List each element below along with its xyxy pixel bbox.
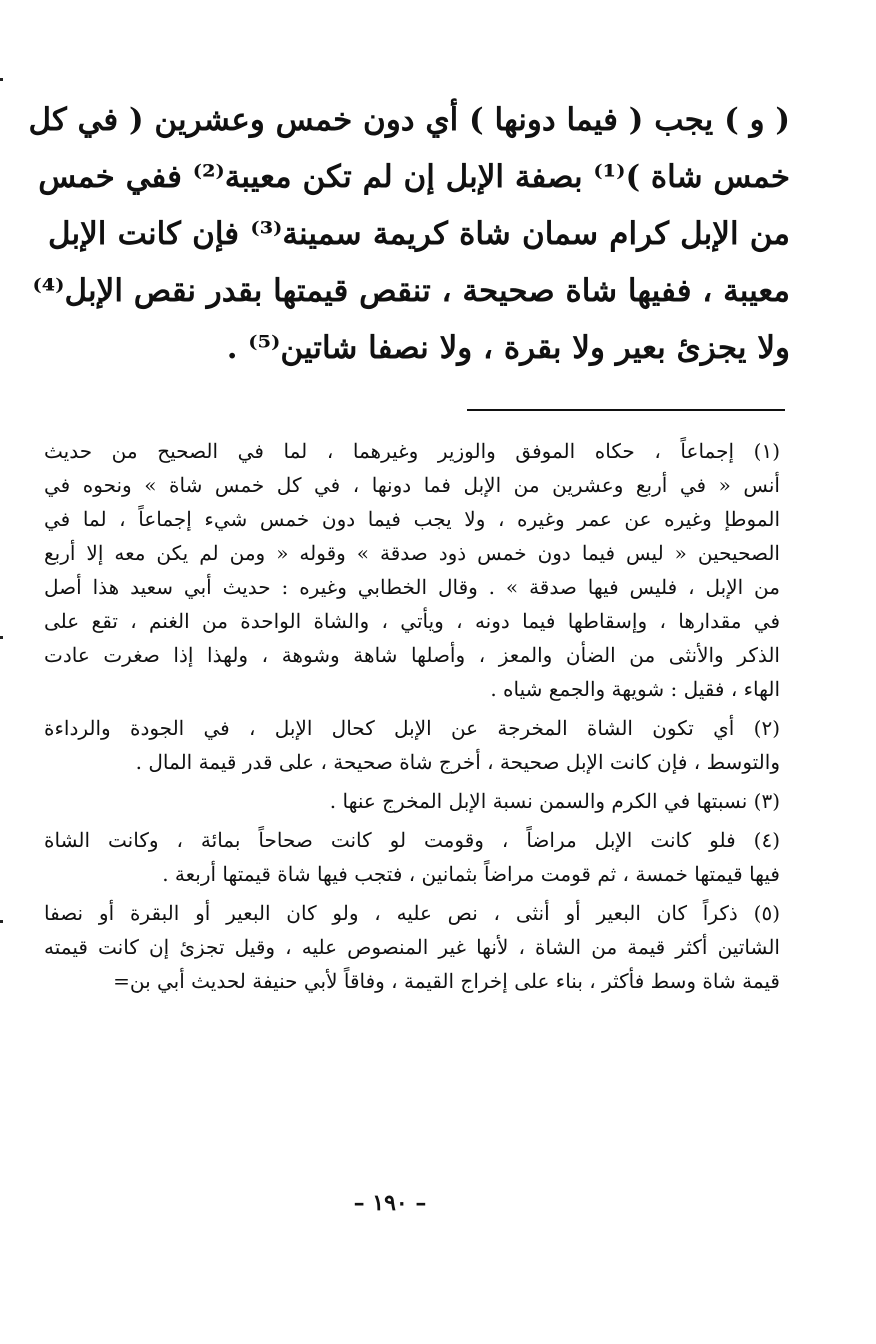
footnote-line: (١) إجماعاً ، حكاه الموفق والوزير وغيرهما ، لما في الصحيح من حديث	[44, 439, 780, 463]
footnote-line: فيها قيمتها خمسة ، ثم قومت مراضاً بثمانين ، فتجب فيها شاة قيمتها أربعة .	[162, 862, 780, 886]
footnote-5	[44, 896, 780, 998]
footnote-1	[44, 434, 780, 706]
main-text-line: ( و ) يجب ( فيما دونها ) أي دون خمس وعشرين ( في كل	[28, 102, 790, 138]
main-text-line: معيبة ، ففيها شاة صحيحة ، تنقص قيمتها بقدر نقص الإبل⁽⁴⁾	[32, 273, 790, 309]
footnote-line: (٥) ذكراً كان البعير أو أنثى ، نص عليه ، ولو كان البعير أو البقرة أو نصفا	[44, 901, 780, 925]
scan-edge-mark-top	[0, 78, 3, 81]
scan-edge-mark-middle	[0, 636, 3, 639]
main-text-line: من الإبل كرام سمان شاة كريمة سمينة⁽³⁾ فإن كانت الإبل	[48, 216, 790, 252]
footnote-line: (٣) نسبتها في الكرم والسمن نسبة الإبل المخرج عنها .	[329, 789, 780, 813]
footnote-4	[44, 823, 780, 891]
footnote-line: الذكر والأنثى من الضأن والمعز ، وأصلها شاهة وشوهة ، ولهذا إذا صغرت عادت	[44, 643, 780, 667]
footnote-line: الشاتين أكثر قيمة من الشاة ، لأنها غير المنصوص عليه ، وقيل تجزئ إن كانت قيمته	[44, 935, 780, 959]
footnote-line: أنس « في أربع وعشرين من الإبل فما دونها ، في كل خمس شاة » ونحوه في	[44, 473, 780, 497]
footnote-3	[44, 784, 780, 818]
footnote-line: من الإبل ، فليس فيها صدقة » . وقال الخطابي وغيره : حديث أبي سعيد هذا أصل	[44, 575, 780, 599]
footnote-line: قيمة شاة وسط فأكثر ، بناء على إخراج القيمة ، وفاقاً لأبي حنيفة لحديث أبي بن=	[113, 969, 780, 993]
footnote-line: الموطإ وغيره عن عمر وغيره ، ولا يجب فيما دون خمس شيء إجماعاً ، لما في	[44, 507, 780, 531]
footnote-line: (٢) أي تكون الشاة المخرجة عن الإبل كحال الإبل ، في الجودة والرداءة	[44, 716, 780, 740]
footnote-divider	[467, 409, 785, 411]
footnote-line: (٤) فلو كانت الإبل مراضاً ، وقومت لو كانت صحاحاً بمائة ، وكانت الشاة	[44, 828, 780, 852]
footnotes	[44, 434, 780, 1003]
main-text-line: خمس شاة )⁽¹⁾ بصفة الإبل إن لم تكن معيبة⁽²⁾ ففي خمس	[38, 159, 790, 195]
footnote-2	[44, 711, 780, 779]
page-number: – ١٩٠ –	[353, 1190, 427, 1216]
footnote-line: الصحيحين « ليس فيما دون خمس ذود صدقة » وقوله « ومن لم يكن معه إلا أربع	[44, 541, 780, 565]
main-text	[28, 92, 790, 377]
footnote-line: الهاء ، فقيل : شويهة والجمع شياه .	[490, 677, 780, 701]
footnote-line: في مقدارها ، وإسقاطها فيما دونه ، ويأتي ، والشاة الواحدة من الغنم ، تقع على	[44, 609, 780, 633]
footnote-line: والتوسط ، فإن كانت الإبل صحيحة ، أخرج شاة صحيحة ، على قدر قيمة المال .	[135, 750, 780, 774]
main-text-line: ولا يجزئ بعير ولا بقرة ، ولا نصفا شاتين⁽⁵⁾ .	[226, 330, 790, 366]
scan-edge-mark-lower	[0, 920, 3, 923]
